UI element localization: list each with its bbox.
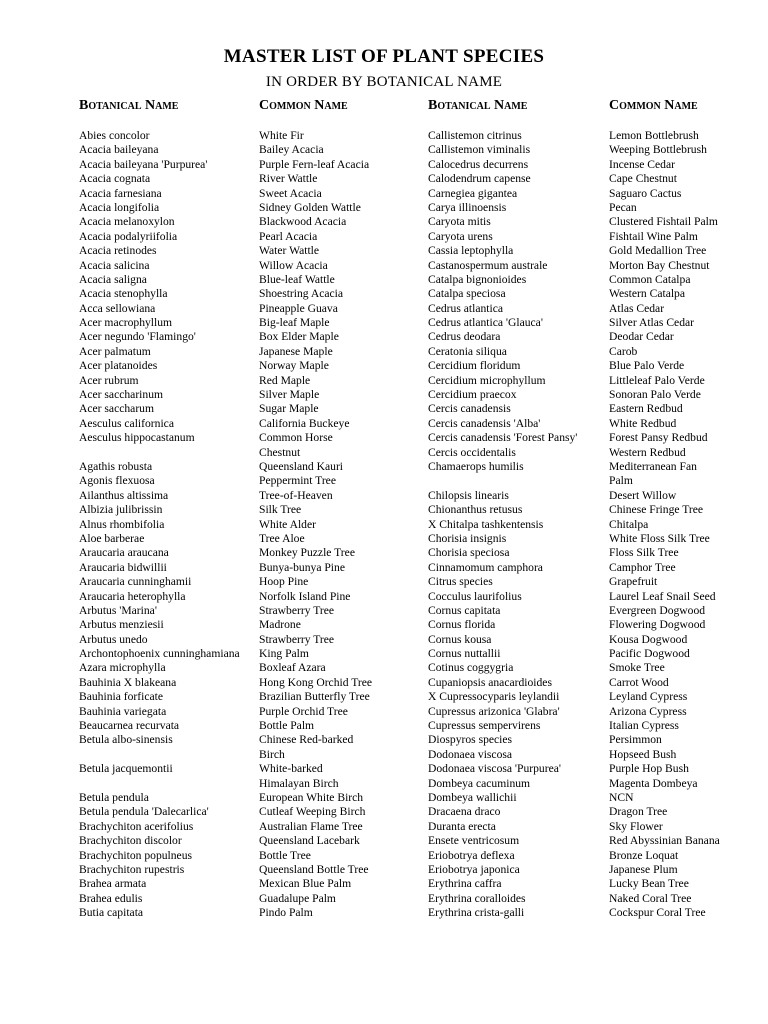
header-common-name-1: Common Name — [259, 98, 348, 113]
list-item: Guadalupe Palm — [259, 891, 336, 905]
list-item: Purple Orchid Tree — [259, 704, 348, 718]
list-item: Strawberry Tree — [259, 632, 335, 646]
list-item: Acer saccharum — [79, 402, 154, 416]
list-item: Western Catalpa — [609, 287, 686, 301]
list-item: Albizia julibrissin — [79, 503, 163, 517]
list-item: Incense Cedar — [609, 157, 675, 171]
list-item: Dombeya wallichii — [428, 790, 517, 804]
list-item: Chestnut — [259, 445, 301, 459]
list-item: Chamaerops humilis — [428, 459, 524, 473]
list-item: Cotinus coggygria — [428, 661, 514, 675]
list-item: Acacia farnesiana — [79, 186, 162, 200]
list-item: Cercidium praecox — [428, 388, 517, 402]
list-item: Catalpa speciosa — [428, 287, 506, 301]
list-item: Duranta erecta — [428, 819, 496, 833]
list-item: Big-leaf Maple — [259, 316, 330, 330]
list-item: Silver Atlas Cedar — [609, 316, 695, 330]
list-item: Mexican Blue Palm — [259, 877, 352, 891]
list-item: Azara microphylla — [79, 661, 166, 675]
list-item: Fishtail Wine Palm — [609, 229, 698, 243]
list-item: Cercidium microphyllum — [428, 373, 546, 387]
list-item: Arbutus 'Marina' — [79, 603, 157, 617]
list-item: Acacia baileyana 'Purpurea' — [79, 157, 208, 171]
list-item: Eriobotrya japonica — [428, 862, 520, 876]
list-item: Acca sellowiana — [79, 301, 156, 315]
list-item: Cedrus atlantica — [428, 301, 504, 315]
list-item: Saguaro Cactus — [609, 186, 682, 200]
list-item: Acer palmatum — [79, 344, 151, 358]
list-item: Forest Pansy Redbud — [609, 431, 708, 445]
list-item: Common Catalpa — [609, 272, 691, 286]
list-item: NCN — [609, 790, 634, 804]
list-item: Acer platanoides — [79, 359, 158, 373]
list-item: Cinnamomum camphora — [428, 560, 543, 574]
list-item: White-barked — [259, 762, 323, 776]
list-item: Sky Flower — [609, 819, 663, 833]
list-item: Pacific Dogwood — [609, 647, 690, 661]
list-item: Peppermint Tree — [259, 474, 336, 488]
list-item: Carob — [609, 344, 638, 358]
list-item: X Chitalpa tashkentensis — [428, 517, 544, 531]
list-item: Brachychiton acerifolius — [79, 819, 194, 833]
list-item: Desert Willow — [609, 488, 677, 502]
list-item: Araucaria araucana — [79, 546, 169, 560]
list-item: Bauhinia forficate — [79, 690, 164, 704]
list-item: Carrot Wood — [609, 675, 669, 689]
list-item: Willow Acacia — [259, 258, 328, 272]
list-item: Carnegiea gigantea — [428, 186, 518, 200]
list-item: Kousa Dogwood — [609, 632, 688, 646]
list-item: Brachychiton rupestris — [79, 862, 185, 876]
list-item: Hong Kong Orchid Tree — [259, 675, 373, 689]
list-item: Smoke Tree — [609, 661, 665, 675]
list-item: Erythrina caffra — [428, 877, 502, 891]
list-item: King Palm — [259, 647, 309, 661]
list-item: Brachychiton discolor — [79, 834, 182, 848]
list-item: Erythrina coralloides — [428, 891, 526, 905]
list-item: Acacia cognata — [79, 172, 151, 186]
list-item: Brazilian Butterfly Tree — [259, 690, 370, 704]
list-item: Acacia stenophylla — [79, 287, 168, 301]
list-item: Catalpa bignonioides — [428, 272, 527, 286]
list-item: Cassia leptophylla — [428, 244, 514, 258]
page-subtitle: IN ORDER BY BOTANICAL NAME — [265, 74, 503, 90]
list-item: Acacia saligna — [79, 272, 147, 286]
list-item: Acacia salicina — [79, 258, 150, 272]
list-item: Cupressus sempervirens — [428, 719, 541, 733]
list-item: Mediterranean Fan — [609, 459, 697, 473]
list-item: Dodonaea viscosa — [428, 747, 513, 761]
list-item: Archontophoenix cunninghamiana — [79, 647, 240, 661]
list-item: Blue Palo Verde — [609, 359, 685, 373]
list-item: Naked Coral Tree — [609, 891, 692, 905]
list-item: Western Redbud — [609, 445, 686, 459]
list-item: Abies concolor — [79, 129, 150, 142]
list-item: Sonoran Palo Verde — [609, 388, 701, 402]
list-item: Chionanthus retusus — [428, 503, 523, 517]
list-item: Araucaria cunninghamii — [79, 575, 192, 589]
column-common-1 — [259, 129, 372, 920]
list-item: Sidney Golden Wattle — [259, 200, 361, 214]
list-item: Bunya-bunya Pine — [259, 560, 345, 574]
list-item: Castanospermum australe — [428, 258, 548, 272]
list-item: Red Maple — [259, 373, 311, 387]
column-botanical-2 — [428, 129, 577, 920]
list-item: Cupressus arizonica 'Glabra' — [428, 704, 560, 718]
list-item: Acacia melanoxylon — [79, 215, 175, 229]
list-item: Dodonaea viscosa 'Purpurea' — [428, 762, 561, 776]
list-item: Cape Chestnut — [609, 172, 677, 186]
list-item: Cercis canadensis 'Alba' — [428, 416, 541, 430]
list-item: Deodar Cedar — [609, 330, 674, 344]
list-item: Norfolk Island Pine — [259, 589, 351, 603]
list-item: Chorisia insignis — [428, 531, 507, 545]
list-item: Cornus capitata — [428, 603, 501, 617]
list-item: Cercis occidentalis — [428, 445, 516, 459]
list-item: Magenta Dombeya — [609, 776, 698, 790]
list-item: X Cupressocyparis leylandii — [428, 690, 560, 704]
list-item — [79, 777, 240, 791]
list-item: Weeping Bottlebrush — [609, 143, 707, 157]
list-item: Bronze Loquat — [609, 848, 679, 862]
list-item — [428, 474, 577, 488]
list-item: Chinese Fringe Tree — [609, 503, 704, 517]
list-item: Himalayan Birch — [259, 776, 339, 790]
list-item: Betula jacquemontii — [79, 762, 173, 776]
list-item: White Fir — [259, 129, 304, 142]
list-item: Chitalpa — [609, 517, 649, 531]
header-botanical-name-2: Botanical Name — [428, 98, 528, 113]
list-item: Aloe barberae — [79, 531, 145, 545]
list-item: Evergreen Dogwood — [609, 603, 706, 617]
list-item: Hoop Pine — [259, 575, 309, 589]
list-item: Cornus kousa — [428, 632, 492, 646]
list-item: Erythrina crista-galli — [428, 906, 525, 920]
list-item: Tree Aloe — [259, 531, 305, 545]
list-item: Beaucarnea recurvata — [79, 719, 180, 733]
list-item: California Buckeye — [259, 416, 350, 430]
list-item: Floss Silk Tree — [609, 546, 679, 560]
list-item: Acacia podalyriifolia — [79, 229, 178, 243]
list-item: Silk Tree — [259, 503, 302, 517]
list-item: Persimmon — [609, 733, 662, 747]
list-item: Calodendrum capense — [428, 172, 531, 186]
list-item: Water Wattle — [259, 244, 320, 258]
header-common-name-2: Common Name — [609, 98, 698, 113]
list-item: Bottle Palm — [259, 719, 315, 733]
list-item: Blackwood Acacia — [259, 215, 347, 229]
list-item: Cercis canadensis — [428, 402, 511, 416]
list-item: Queensland Kauri — [259, 459, 344, 473]
list-item: Eastern Redbud — [609, 402, 683, 416]
list-item: Eriobotrya deflexa — [428, 848, 515, 862]
list-item: Dragon Tree — [609, 805, 668, 819]
list-item: Acer macrophyllum — [79, 316, 173, 330]
list-item: Australian Flame Tree — [259, 819, 363, 833]
list-item: Araucaria bidwillii — [79, 560, 167, 574]
column-common-2 — [609, 129, 720, 920]
list-item: Acer rubrum — [79, 373, 139, 387]
list-item: Caryota urens — [428, 229, 493, 243]
list-item: Boxleaf Azara — [259, 661, 326, 675]
list-item: Monkey Puzzle Tree — [259, 546, 355, 560]
list-item: Chorisia speciosa — [428, 546, 510, 560]
list-item: Sweet Acacia — [259, 186, 322, 200]
list-item: Pearl Acacia — [259, 229, 318, 243]
list-item: Ensete ventricosum — [428, 834, 520, 848]
list-item: River Wattle — [259, 172, 318, 186]
list-item: Chinese Red-barked — [259, 733, 354, 747]
list-item: Queensland Bottle Tree — [259, 862, 369, 876]
list-item: Aesculus hippocastanum — [79, 431, 195, 445]
list-item: Aesculus californica — [79, 416, 174, 430]
list-item: Callistemon viminalis — [428, 143, 531, 157]
list-item: Lemon Bottlebrush — [609, 129, 699, 142]
list-item: Grapefruit — [609, 575, 658, 589]
list-item: Littleleaf Palo Verde — [609, 373, 705, 387]
list-item: Bottle Tree — [259, 848, 311, 862]
list-item: Alnus rhombifolia — [79, 517, 165, 531]
list-item: Acer saccharinum — [79, 388, 164, 402]
list-item: Ceratonia siliqua — [428, 344, 507, 358]
list-item: Common Horse — [259, 431, 333, 445]
list-item: Acacia longifolia — [79, 200, 160, 214]
list-item: Diospyros species — [428, 733, 513, 747]
list-item: Silver Maple — [259, 388, 320, 402]
list-item: Callistemon citrinus — [428, 129, 522, 142]
list-item: Cercidium floridum — [428, 359, 521, 373]
list-item: Hopseed Bush — [609, 747, 677, 761]
list-item: Atlas Cedar — [609, 301, 665, 315]
list-item: Queensland Lacebark — [259, 834, 360, 848]
list-item: Butia capitata — [79, 906, 144, 920]
list-item: Purple Hop Bush — [609, 762, 689, 776]
list-item: Brahea edulis — [79, 891, 143, 905]
list-item: Agonis flexuosa — [79, 474, 155, 488]
list-item: Lucky Bean Tree — [609, 877, 689, 891]
list-item: Agathis robusta — [79, 459, 153, 473]
list-item: Cedrus deodara — [428, 330, 501, 344]
list-item: Bailey Acacia — [259, 143, 324, 157]
list-item: Japanese Plum — [609, 862, 678, 876]
list-item: Blue-leaf Wattle — [259, 272, 335, 286]
list-item: Dracaena draco — [428, 805, 501, 819]
list-item: Morton Bay Chestnut — [609, 258, 710, 272]
list-item: Dombeya cacuminum — [428, 776, 531, 790]
list-item: Purple Fern-leaf Acacia — [259, 157, 370, 171]
list-item: Chilopsis linearis — [428, 488, 509, 502]
list-item: European White Birch — [259, 790, 364, 804]
list-item: Cocculus laurifolius — [428, 589, 522, 603]
list-item: Tree-of-Heaven — [259, 488, 333, 502]
list-item: Flowering Dogwood — [609, 618, 706, 632]
list-item: Laurel Leaf Snail Seed — [609, 589, 716, 603]
list-item: White Floss Silk Tree — [609, 531, 710, 545]
list-item: Cercis canadensis 'Forest Pansy' — [428, 431, 578, 445]
list-item: Sugar Maple — [259, 402, 319, 416]
list-item: White Alder — [259, 517, 316, 531]
list-item: Brachychiton populneus — [79, 848, 193, 862]
list-item: Norway Maple — [259, 359, 329, 373]
list-item: Cornus florida — [428, 618, 496, 632]
list-item: Calocedrus decurrens — [428, 157, 529, 171]
list-item: Betula albo-sinensis — [79, 733, 173, 747]
list-item: Caryota mitis — [428, 215, 491, 229]
list-item: Araucaria heterophylla — [79, 589, 186, 603]
list-item: Pindo Palm — [259, 906, 313, 920]
list-item: Birch — [259, 747, 285, 761]
list-item: Red Abyssinian Banana — [609, 834, 720, 848]
list-item: Gold Medallion Tree — [609, 244, 707, 258]
list-item: Italian Cypress — [609, 719, 679, 733]
list-item — [79, 748, 240, 762]
list-item: Arbutus menziesii — [79, 618, 164, 632]
list-item: Brahea armata — [79, 877, 147, 891]
list-item: Ailanthus altissima — [79, 488, 169, 502]
list-item: Shoestring Acacia — [259, 287, 344, 301]
list-item: Bauhinia X blakeana — [79, 675, 177, 689]
list-item: Arbutus unedo — [79, 632, 148, 646]
list-item: Camphor Tree — [609, 560, 676, 574]
list-item: Box Elder Maple — [259, 330, 339, 344]
list-item — [79, 446, 240, 460]
list-item: Pecan — [609, 200, 637, 214]
list-item: Acer negundo 'Flamingo' — [79, 330, 196, 344]
list-item: White Redbud — [609, 416, 677, 430]
list-item: Betula pendula 'Dalecarlica' — [79, 805, 209, 819]
list-item: Leyland Cypress — [609, 690, 688, 704]
list-item: Acacia retinodes — [79, 244, 157, 258]
list-item: Strawberry Tree — [259, 603, 335, 617]
list-item: Palm — [609, 474, 633, 488]
list-item: Carya illinoensis — [428, 200, 507, 214]
list-item: Acacia baileyana — [79, 143, 159, 157]
list-item: Betula pendula — [79, 790, 149, 804]
list-item: Cornus nuttallii — [428, 647, 501, 661]
list-item: Japanese Maple — [259, 344, 333, 358]
list-item: Cupaniopsis anacardioides — [428, 675, 552, 689]
page-title: MASTER LIST OF PLANT SPECIES — [223, 46, 545, 67]
list-item: Bauhinia variegata — [79, 704, 167, 718]
column-botanical-1 — [79, 129, 240, 920]
list-item: Arizona Cypress — [609, 704, 687, 718]
list-item: Citrus species — [428, 575, 493, 589]
list-item: Cockspur Coral Tree — [609, 906, 706, 920]
list-item: Madrone — [259, 618, 301, 632]
list-item: Pineapple Guava — [259, 301, 338, 315]
list-item: Clustered Fishtail Palm — [609, 215, 718, 229]
header-botanical-name-1: Botanical Name — [79, 98, 179, 113]
list-item: Cutleaf Weeping Birch — [259, 805, 366, 819]
list-item: Cedrus atlantica 'Glauca' — [428, 316, 543, 330]
